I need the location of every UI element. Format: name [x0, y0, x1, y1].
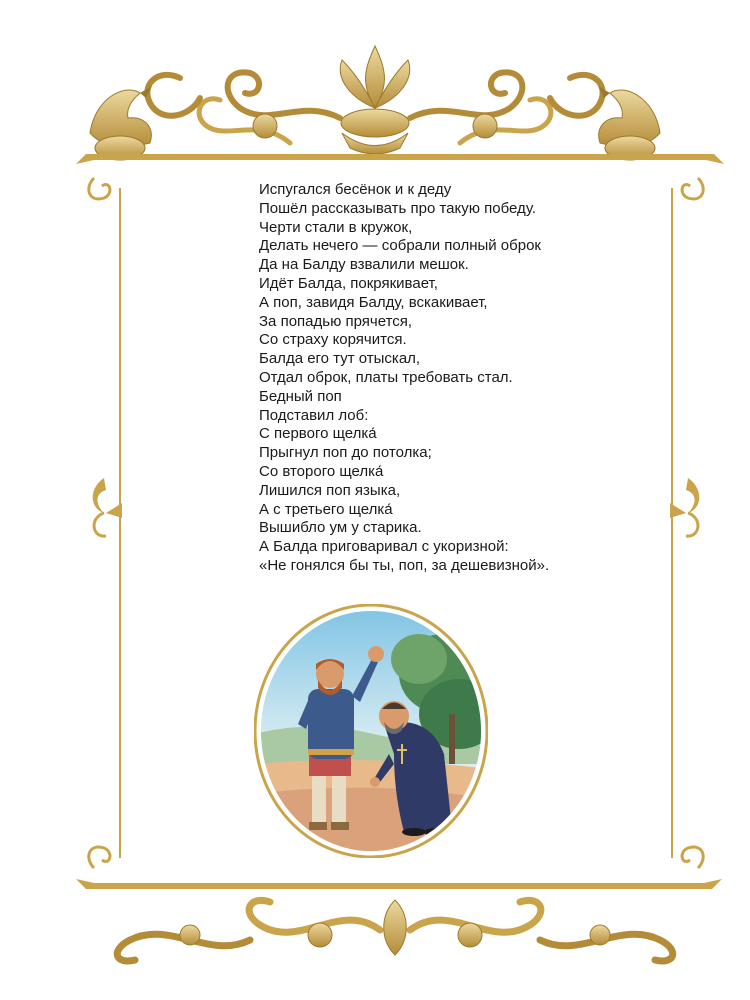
poem-line: Со страху корячится. [259, 331, 407, 349]
poem-line: Идёт Балда, покрякивает, [259, 274, 438, 292]
top-border-rule [76, 150, 724, 166]
left-border-ornament [84, 168, 124, 878]
bottom-floral-ornament [100, 890, 690, 970]
poem-line: Пошёл рассказывать про такую победу. [259, 199, 536, 217]
poem-line: А с третьего щелка́ [259, 500, 393, 518]
poem-line: «Не гонялся бы ты, поп, за дешевизной». [259, 556, 550, 574]
poem-line: За попадью прячется, [259, 312, 413, 330]
poem-line: Отдал оброк, платы требовать стал. [259, 368, 513, 386]
poem-line: Балда его тут отыскал, [259, 350, 421, 368]
poem-line: А поп, завидя Балду, вскакивает, [259, 293, 488, 311]
poem-line: Прыгнул поп до потолка; [259, 444, 432, 462]
poem-text [259, 181, 619, 576]
poem-line: Подставил лоб: [259, 406, 369, 424]
poem-line: А Балда приговаривал с укоризной: [259, 538, 509, 556]
poem-line: Со второго щелка́ [259, 462, 384, 480]
poem-line: Черти стали в кружок, [259, 218, 413, 236]
poem-line: Бедный поп [259, 387, 342, 405]
poem-line: Лишился поп языка, [259, 481, 401, 499]
top-floral-ornament [60, 38, 690, 166]
illustration-medallion [254, 604, 488, 858]
right-border-ornament [668, 168, 708, 878]
poem-line: Делать нечего — собрали полный оброк [259, 237, 541, 255]
poem-line: Да на Балду взвалили мешок. [259, 256, 469, 274]
poem-line: С первого щелка́ [259, 425, 377, 443]
poem-line: Вышибло ум у старика. [259, 519, 422, 537]
poem-line: Испугался бесёнок и к деду [259, 181, 452, 198]
